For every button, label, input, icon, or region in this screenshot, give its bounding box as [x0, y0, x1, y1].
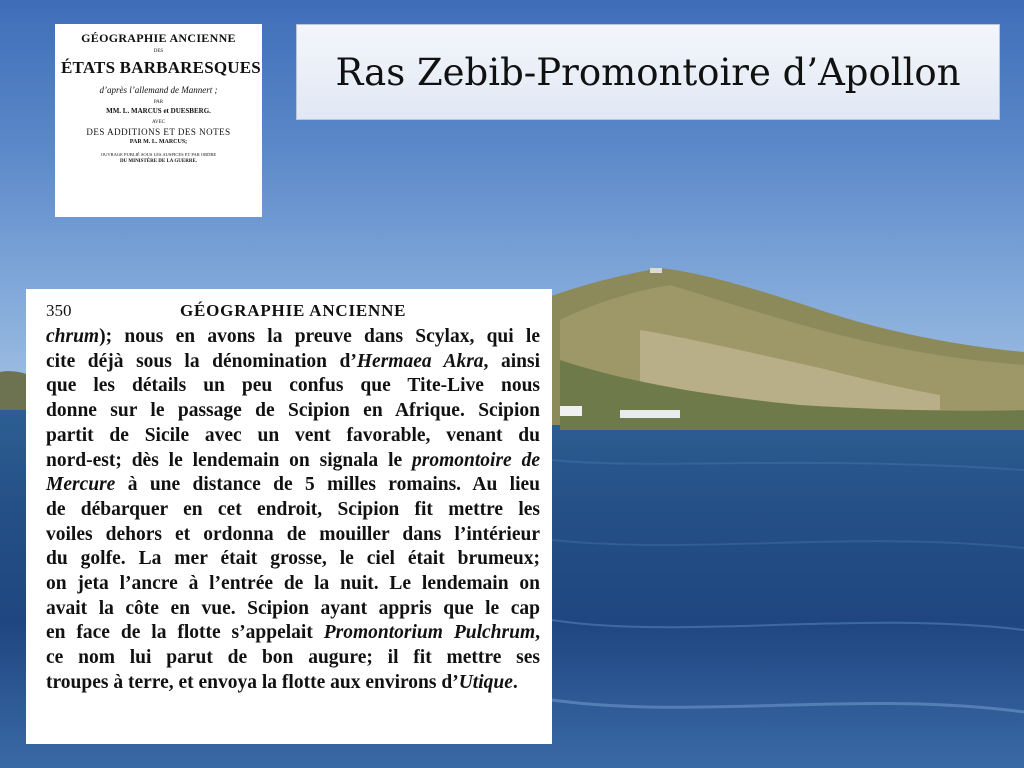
cover-additions: DES ADDITIONS ET DES NOTES [86, 127, 231, 137]
book-page-excerpt [26, 289, 552, 744]
text-run: on jeta l’ancre à l’entrée de la nuit. Le lendemain on [46, 573, 540, 595]
text-run: . [512, 671, 518, 693]
cover-subtitle: d’après l’allemand de Mannert ; [99, 85, 218, 95]
book-cover-thumbnail [55, 24, 262, 217]
page-text [46, 325, 540, 696]
text-run: cite déjà sous la dénomination d’ [46, 350, 357, 372]
cover-des: DES [153, 49, 164, 54]
cover-title-line: GÉOGRAPHIE ANCIENNE [81, 31, 236, 45]
italic-text-run: promontoire de [412, 449, 540, 471]
cover-authors: MM. L. MARCUS et DUESBERG. [106, 107, 211, 115]
cover-publication-note: OUVRAGE PUBLIÉ SOUS LES AUSPICES ET PAR ORDRE [100, 152, 217, 157]
text-run: ); nous en avons la preuve dans Scylax, qui le [99, 326, 540, 347]
cover-notes-author: PAR M. L. MARCUS; [129, 139, 188, 145]
page-header [46, 299, 540, 325]
page-text-line [46, 621, 540, 646]
text-run: troupes à terre, et envoya la flotte aux environs d’ [46, 671, 459, 693]
page-text-line [46, 374, 540, 399]
page-text-line [46, 646, 540, 671]
italic-text-run: Hermaea Akra [356, 350, 484, 372]
cover-main-title: ÉTATS BARBARESQUES [61, 58, 261, 77]
text-run: , ainsi [483, 350, 540, 372]
text-run: en face de la flotte s’appelait [46, 622, 324, 644]
text-run: ce nom lui parut de bon augure; il fit mettre ses [46, 647, 540, 669]
page-text-line [46, 350, 540, 375]
text-run: donne sur le passage de Scipion en Afrique. Scipion [46, 400, 540, 422]
cover-par: PAR [153, 100, 164, 105]
text-run: voiles dehors et ordonna de mouiller dans l’intérieur [46, 523, 540, 545]
page-text-line [46, 523, 540, 548]
page-text-line [46, 473, 540, 498]
text-run: partit de Sicile avec un vent favorable, venant du [46, 424, 540, 446]
text-run: , [535, 622, 540, 644]
page-text-line [46, 547, 540, 572]
italic-text-run: Utique [458, 671, 513, 693]
text-run: du golfe. La mer était grosse, le ciel était brumeux; [46, 548, 540, 570]
page-text-line [46, 498, 540, 523]
text-run: à une distance de 5 milles romains. Au lieu [115, 474, 540, 496]
text-run: de débarquer en cet endroit, Scipion fit mettre les [46, 498, 540, 520]
page-text-line [46, 671, 540, 696]
italic-text-run: Mercure [46, 474, 116, 496]
italic-text-run: Promontorium Pulchrum [323, 622, 536, 644]
cover-ministry: DU MINISTÈRE DE LA GUERRE. [119, 159, 198, 164]
page-running-title: GÉOGRAPHIE ANCIENNE [180, 301, 407, 320]
cover-avec: AVEC [152, 120, 165, 125]
italic-text-run: chrum [46, 326, 100, 347]
page-text-line [46, 424, 540, 449]
page-text-line [46, 449, 540, 474]
text-run: que les détails un peu confus que Tite-Live nous [46, 375, 540, 397]
slide-title: Ras Zebib-Promontoire d’Apollon [335, 50, 961, 94]
page-text-line [46, 597, 540, 622]
text-run: avait la côte en vue. Scipion ayant appris que le cap [46, 597, 540, 619]
page-text-line [46, 325, 540, 350]
page-text-line [46, 572, 540, 597]
text-run: nord-est; dès le lendemain on signala le [46, 449, 413, 471]
page-text-line [46, 399, 540, 424]
slide-title-box [296, 24, 1000, 120]
page-number: 350 [46, 301, 72, 320]
